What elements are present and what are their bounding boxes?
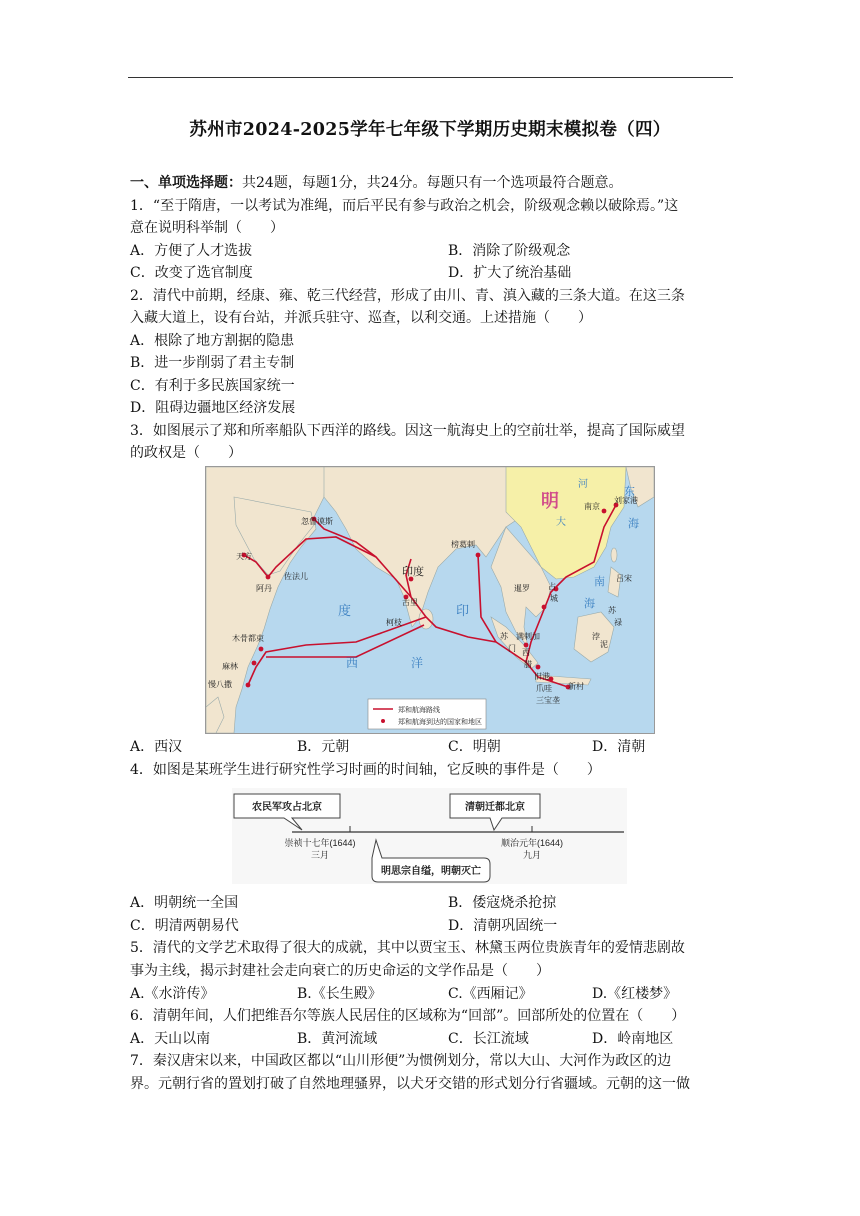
q3-option-c: C．明朝 [448,739,501,755]
label-siam: 暹罗 [514,584,530,593]
port-dot [266,575,271,580]
port-dot [259,647,264,652]
label-la: 腊 [524,660,532,669]
label-india: 印度 [402,566,424,578]
timeline-box-3-text: 明思宗自缢，明朝灭亡 [381,866,481,877]
q5-option-b: B.《长生殿》 [297,986,382,1002]
label-east-sea-1: 东 [624,486,635,498]
timeline-date-1a: 崇祯十七年(1644) [284,838,356,848]
timeline-figure [232,788,627,884]
timeline-box-2-text: 清朝迁都北京 [465,802,525,813]
section-1-desc: 共24题，每题1分，共24分。每题只有一个选项最符合题意。 [242,175,623,191]
label-sulu-1: 苏 [608,606,616,615]
label-malacca: 满剌加 [516,632,540,641]
q4-option-b: B．倭寇烧杀抢掠 [448,895,557,911]
q5-option-a: A.《水浒传》 [130,986,215,1002]
q6-option-b: B．黄河流域 [297,1031,378,1047]
q1-option-b: B．消除了阶级观念 [448,243,571,259]
label-palembang: 旧港 [534,672,550,681]
label-malin: 麻林 [222,662,238,671]
q3-stem-line1: 3．如图展示了郑和所率船队下西洋的路线。因这一航海史上的空前壮举，提高了国际威望 [130,423,685,439]
label-samudera-2: 门 [508,644,516,653]
label-south-sea-2: 海 [584,598,595,610]
timeline-date-1b: 三月 [310,850,330,860]
q1-option-c: C．改变了选官制度 [130,265,253,281]
page-title: 苏州市2024-2025学年七年级下学期历史期末模拟卷（四） [189,120,671,140]
legend-route-label: 郑和航海路线 [398,707,440,714]
taiwan-island [611,548,617,562]
q3-stem-line2: 的政权是（ ） [130,445,242,461]
label-aden: 阿丹 [256,584,272,593]
q3-option-d: D．清朝 [592,739,646,755]
q1-option-d: D．扩大了统治基础 [448,265,572,281]
label-brunei-1: 浡 [592,632,600,641]
q5-stem-line1: 5．清代的文学艺术取得了很大的成就，其中以贾宝玉、林黛玉两位贵族青年的爱情悲剧故 [130,940,685,956]
q7-stem-line2: 界。元朝行省的置划打破了自然地理骚界，以犬牙交错的形式划分行省疆域。元朝的这一做 [130,1076,690,1092]
q4-option-c: C．明清两朝易代 [130,918,239,934]
label-zuofaer: 佐法儿 [284,572,308,581]
q2-stem-line1: 2．清代中前期，经康、雍、乾三代经营，形成了由川、青、滇入藏的三条大道。在这三条 [130,288,685,304]
label-xincun: 新村 [568,682,584,691]
port-dot [476,553,481,558]
label-nanjing: 南京 [584,502,600,511]
label-south-sea-1: 南 [594,576,605,588]
port-dot [542,605,547,610]
label-yin: 印 [456,603,470,618]
label-champa-2: 城 [550,594,558,603]
q1-option-a: A．方便了人才选拔 [130,243,253,259]
label-java: 爪哇 [536,684,552,693]
label-xi-2: 西 [522,648,530,657]
port-dot [246,683,251,688]
label-mogadishu: 木骨都束 [232,634,264,643]
q3-option-b: B．元朝 [297,739,350,755]
port-dot [524,643,529,648]
legend-point-swatch [381,719,385,723]
q3-option-a: A．西汉 [130,739,183,755]
label-guli: 古里 [402,598,418,607]
label-kezhi: 柯枝 [386,618,402,627]
label-hormuz: 忽鲁谟斯 [301,517,333,526]
label-da: 大 [556,517,566,528]
label-du: 度 [338,603,352,618]
timeline-svg [232,788,627,884]
q2-option-a: A．根除了地方割据的隐患 [130,333,295,349]
q2-option-d: D．阻碍边疆地区经济发展 [130,400,296,416]
q5-option-c: C.《西厢记》 [448,986,533,1002]
header-rule [128,77,733,78]
label-tianfang: 天方 [236,552,252,561]
label-champa-1: 占 [548,582,556,591]
q4-option-d: D．清朝巩固统一 [448,918,558,934]
q6-option-c: C．长江流域 [448,1031,529,1047]
q4-option-a: A．明朝统一全国 [130,895,239,911]
q4-stem: 4．如图是某班学生进行研究性学习时画的时间轴，它反映的事件是（ ） [130,762,601,778]
section-1-label: 一、单项选择题： [130,175,242,191]
label-xi: 西 [346,656,359,670]
map-svg [206,467,654,733]
q1-stem-line2: 意在说明科举制（ ） [130,220,284,236]
q5-option-d: D.《红楼梦》 [592,986,678,1002]
label-ming: 明 [541,491,559,511]
label-samudera-1: 苏 [500,632,508,641]
label-mombasa: 慢八撒 [208,680,232,689]
q1-stem-line1: 1．“至于隋唐，一以考试为准绳，而后平民有参与政治之机会，阶级观念赖以破除焉。”这 [130,198,679,214]
zheng-he-voyage-map [205,466,655,734]
q6-option-a: A．天山以南 [130,1031,211,1047]
label-east-sea-2: 海 [628,518,639,530]
label-sulu-2: 禄 [614,618,622,627]
port-dot [602,509,607,514]
timeline-date-2a: 顺治元年(1644) [500,838,564,848]
label-yang: 洋 [411,656,424,670]
legend-point-label: 郑和航海到达的国家和地区 [398,719,482,726]
section-1-heading [130,172,623,194]
timeline-date-2b: 九月 [522,850,542,860]
label-brunei-2: 泥 [600,640,608,649]
q6-option-d: D．岭南地区 [592,1031,674,1047]
q5-stem-line2: 事为主线，揭示封建社会走向衰亡的历史命运的文学作品是（ ） [130,963,550,979]
timeline-box-1-text: 农民军攻占北京 [252,802,322,813]
label-luzon: 吕宋 [616,574,632,583]
port-dot [252,661,257,666]
label-liujiagang: 刘家港 [614,496,638,505]
port-dot [536,665,541,670]
q2-option-c: C．有利于多民族国家统一 [130,378,295,394]
q6-stem: 6．清朝年间，人们把维吾尔等族人民居住的区域称为“回部”。回部所处的位置在（ ） [130,1008,686,1024]
label-semarang: 三宝垄 [536,696,560,705]
label-bengal: 榜葛剌 [451,540,475,549]
label-river: 河 [578,479,588,490]
q2-stem-line2: 入藏大道上，设有台站，并派兵驻守、巡查，以利交通。上述措施（ ） [130,310,592,326]
q7-stem-line1: 7．秦汉唐宋以来，中国政区都以“山川形便”为惯例划分，常以大山、大河作为政区的边 [130,1053,672,1069]
q2-option-b: B．进一步削弱了君主专制 [130,355,295,371]
